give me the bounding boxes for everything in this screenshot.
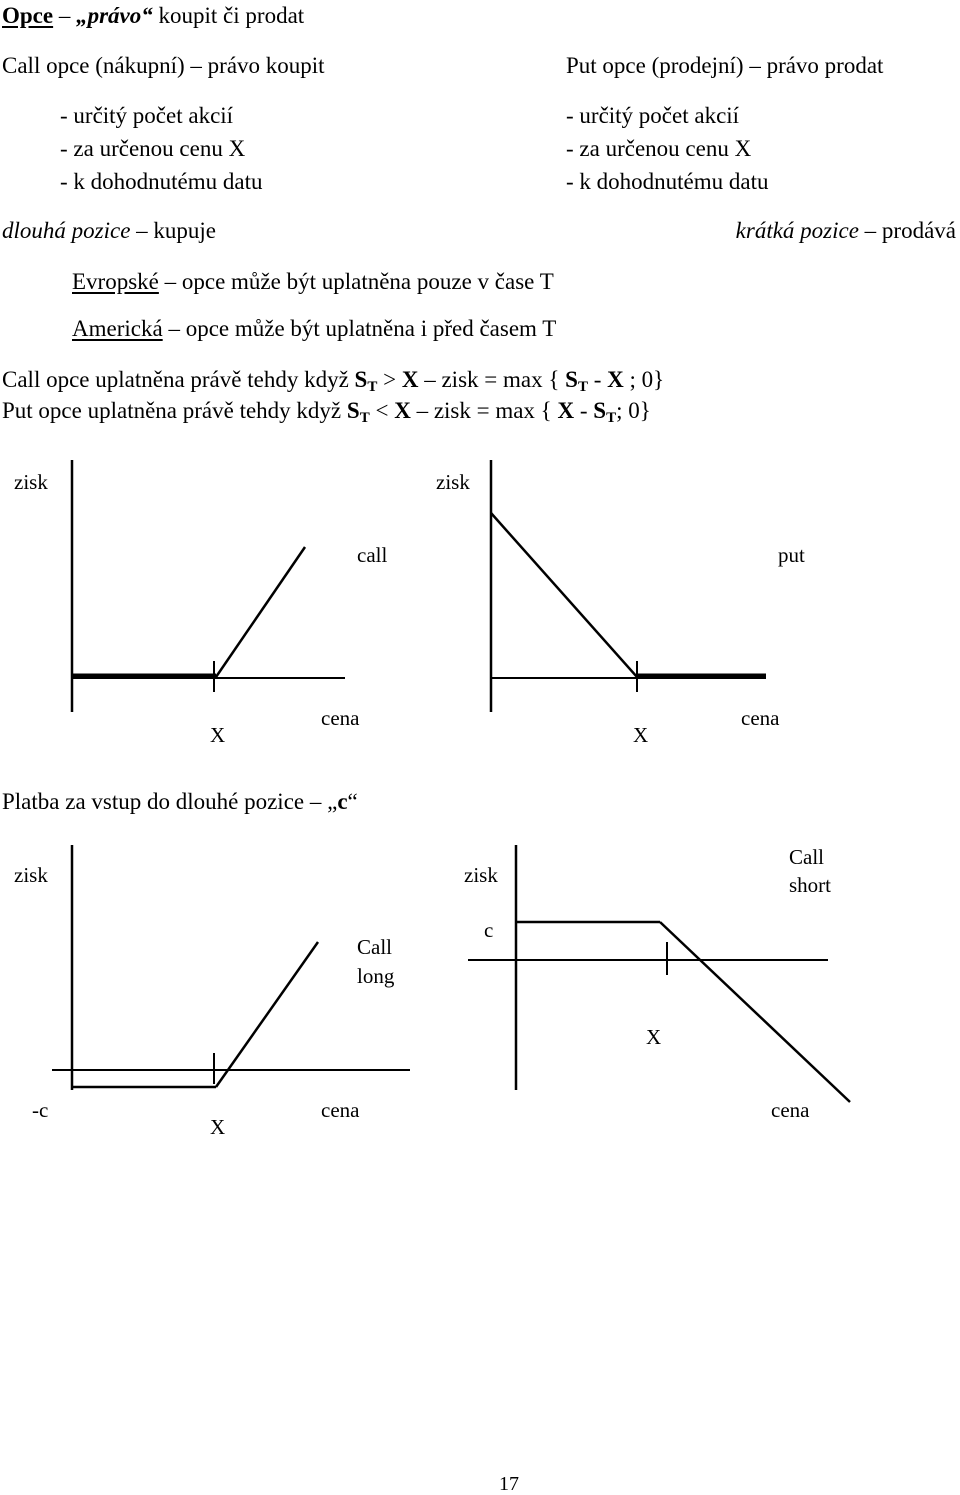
call-item-2: - za určenou cenu X: [60, 136, 246, 161]
put-rule-text-e: ; 0}: [616, 398, 651, 423]
put-rule-text-b: <: [369, 398, 395, 423]
put-name: put: [778, 543, 805, 567]
call-long-name-2: long: [357, 964, 395, 988]
european-rest: – opce může být uplatněna pouze v čase T: [158, 269, 554, 294]
put-ylabel: zisk: [436, 470, 470, 494]
call-short-c: c: [484, 918, 494, 942]
call-rule-t2: T: [577, 379, 588, 395]
call-long-payoff-line: [216, 942, 318, 1087]
call-xlabel: cena: [321, 706, 360, 730]
call-short-ylabel: zisk: [464, 863, 498, 887]
call-rule-text-e: ; 0}: [623, 367, 665, 392]
call-rule-x2: X: [607, 367, 624, 392]
premium-heading-c: c: [337, 789, 348, 814]
call-rule-s: S: [354, 367, 368, 392]
call-heading: Call opce (nákupní) – právo koupit: [2, 53, 325, 78]
put-xlabel: cena: [741, 706, 780, 730]
put-heading: Put opce (prodejní) – právo prodat: [566, 53, 884, 78]
call-payoff-line: [216, 547, 305, 677]
put-rule-s: S: [346, 398, 360, 423]
call-short-name-2: short: [789, 873, 831, 897]
call-rule-x: X: [401, 367, 419, 392]
call-ylabel: zisk: [14, 470, 48, 494]
european-term: Evropské: [72, 269, 159, 294]
put-rule-t2: T: [606, 410, 617, 426]
american-rest: – opce může být uplatněna i před časem T: [162, 316, 557, 341]
call-short-xlabel: cena: [771, 1098, 810, 1122]
call-rule-s2: S: [565, 367, 578, 392]
title-pravo: „právo“: [76, 3, 153, 28]
put-rule-t: T: [359, 410, 370, 426]
american-term: Americká: [72, 316, 163, 341]
call-long-xlabel: cena: [321, 1098, 360, 1122]
call-long-name-1: Call: [357, 935, 392, 959]
put-strike-label: X: [633, 723, 649, 747]
long-position-term: dlouhá pozice: [2, 218, 131, 243]
put-rule-text-d: -: [574, 398, 594, 423]
call-short-payoff-line: [660, 922, 850, 1102]
put-payoff-line: [491, 513, 637, 677]
diagram-call: [72, 460, 345, 712]
title-dash: –: [53, 3, 77, 28]
premium-heading: [2, 790, 358, 813]
page-number: 17: [499, 1473, 519, 1495]
call-rule-t: T: [367, 379, 378, 395]
title-opce: Opce: [2, 3, 54, 28]
call-name: call: [357, 543, 388, 567]
call-strike-label: X: [210, 723, 226, 747]
call-rule-text-b: >: [377, 367, 402, 392]
call-long-ylabel: zisk: [14, 863, 48, 887]
long-position-rest: – kupuje: [130, 218, 217, 243]
put-rule-x2: X: [557, 398, 575, 423]
short-position-term: krátká pozice: [735, 218, 859, 243]
call-rule-text-a: Call opce uplatněna právě tehdy když: [2, 367, 355, 392]
put-item-3: - k dohodnutému datu: [566, 169, 769, 194]
put-rule-s2: S: [593, 398, 607, 423]
call-short-strike-label: X: [646, 1025, 662, 1049]
put-rule-x: X: [394, 398, 411, 423]
put-rule-text-c: – zisk = max {: [410, 398, 558, 423]
call-item-3: - k dohodnutému datu: [60, 169, 263, 194]
call-rule-text-d: -: [587, 367, 608, 392]
premium-heading-text: Platba za vstup do dlouhé pozice – „: [2, 789, 338, 814]
put-item-2: - za určenou cenu X: [566, 136, 752, 161]
short-position-rest: – prodává: [858, 218, 956, 243]
call-rule-text-c: – zisk = max {: [418, 367, 566, 392]
put-rule-text-a: Put opce uplatněna právě tehdy když: [2, 398, 347, 423]
call-item-1: - určitý počet akcií: [60, 103, 234, 128]
diagram-put: [491, 460, 766, 712]
title-rest: koupit či prodat: [152, 3, 305, 28]
premium-heading-quote: “: [347, 789, 358, 814]
put-item-1: - určitý počet akcií: [566, 103, 740, 128]
call-long-neg-c: -c: [32, 1098, 49, 1122]
call-long-strike-label: X: [210, 1115, 226, 1139]
call-short-name-1: Call: [789, 845, 824, 869]
